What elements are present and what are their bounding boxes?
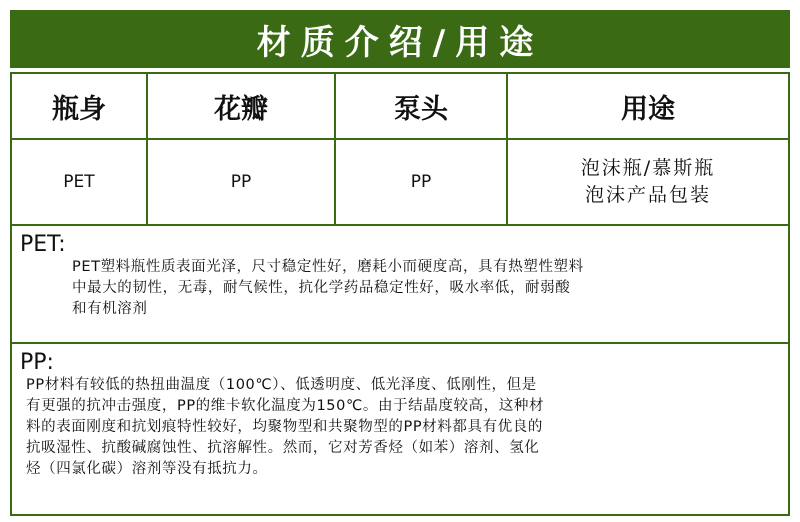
material-panel	[10, 72, 790, 516]
pet-description	[12, 257, 788, 320]
pet-title: PET:	[20, 232, 66, 257]
material-table	[12, 74, 788, 226]
usage-line-2: 泡沫产品包装	[584, 184, 711, 206]
pet-line-2: 中最大的韧性，无毒，耐气候性，抗化学药品稳定性好，吸水率低，耐弱酸	[72, 280, 571, 296]
usage-cell	[508, 140, 788, 226]
pp-line-2: 有更强的抗冲击强度，PP的维卡软化温度为150℃。由于结晶度较高，这种材	[26, 398, 545, 414]
pp-line-1: PP材料有较低的热扭曲温度（100℃）、低透明度、低光泽度、低刚性，但是	[26, 377, 537, 393]
pp-title: PP:	[20, 350, 54, 375]
page-title: 材质介绍/用途	[256, 22, 544, 63]
header-petal-label: 花瓣	[214, 93, 268, 125]
pump-material: PP	[410, 172, 432, 192]
pp-line-3: 料的表面刚度和抗划痕特性较好，均聚物型和共聚物型的PP材料都具有优良的	[26, 419, 543, 435]
header-pump-label: 泵头	[394, 93, 448, 125]
title-banner	[10, 10, 790, 68]
header-usage-label: 用途	[621, 93, 675, 125]
header-bottle	[12, 74, 148, 140]
header-bottle-label: 瓶身	[52, 93, 106, 125]
header-usage	[508, 74, 788, 140]
pet-line-1: PET塑料瓶性质表面光泽，尺寸稳定性好，磨耗小而硬度高，具有热塑性塑料	[72, 259, 584, 275]
petal-material: PP	[230, 172, 252, 192]
usage-line-1: 泡沫瓶/慕斯瓶	[580, 157, 716, 179]
header-pump	[336, 74, 508, 140]
pet-line-3: 和有机溶剂	[72, 301, 148, 317]
pp-line-4: 抗吸湿性、抗酸碱腐蚀性、抗溶解性。然而，它对芳香烃（如苯）溶剂、氢化	[26, 440, 540, 456]
header-petal	[148, 74, 336, 140]
pp-section	[12, 344, 788, 514]
bottle-material: PET	[63, 172, 95, 192]
petal-material-cell	[148, 140, 336, 226]
pump-material-cell	[336, 140, 508, 226]
pp-description	[12, 375, 788, 480]
pp-line-5: 烃（四氯化碳）溶剂等没有抵抗力。	[26, 461, 268, 477]
bottle-material-cell	[12, 140, 148, 226]
pet-section	[12, 226, 788, 344]
